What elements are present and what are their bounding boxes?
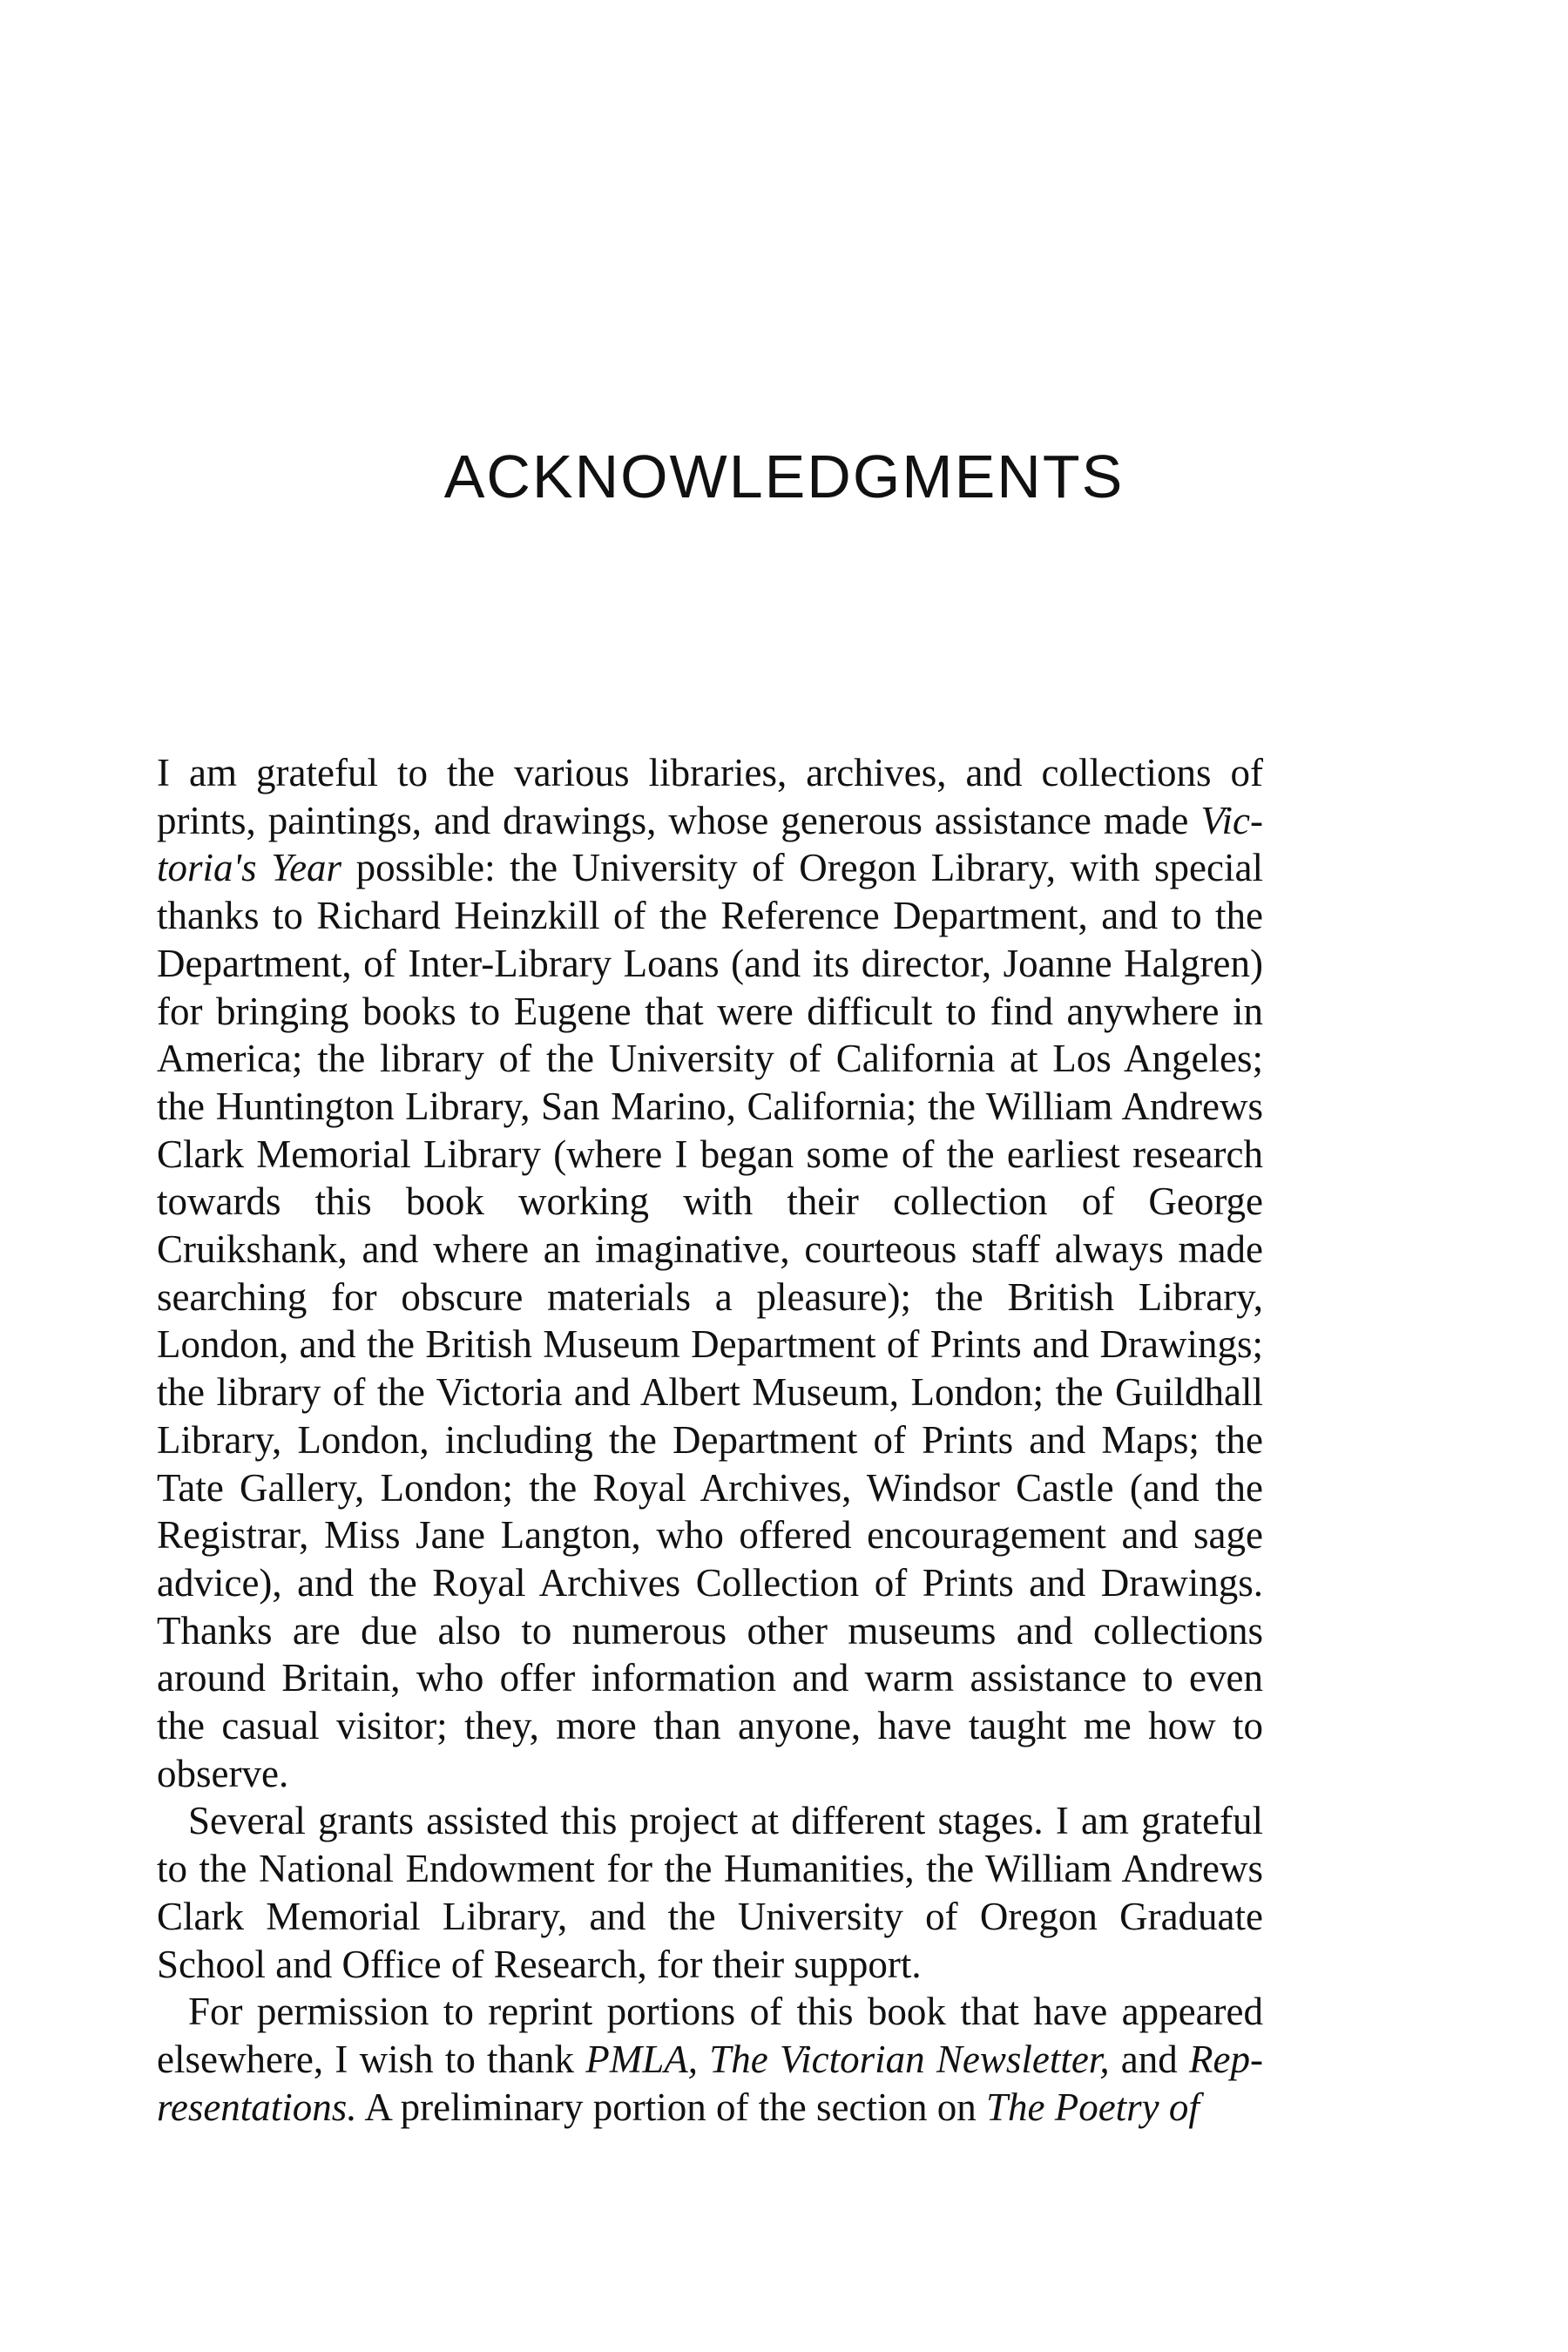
text-segment: possible: the University of Oregon Library, with special thanks to Richard Heinzkill of the Reference Department, and to the Department, of Inter-Library Loans (and its director, Joanne Halgren) for bringing books to Eugene that were difficult to find anywhere in America; the library of the University of California at Los Angeles; the Huntington Library, San Marino, California; the William Andrews Clark Memorial Library (where I began some of the earliest research towards this book working with their collection of George Cruikshank, and where an imaginative, courteous staff always made searching for obscure materials a pleasure); the British Library, London, and the British Museum Department of Prints and Drawings; the library of the Victoria and Albert Museum, London; the Guildhall Library, London, including the Department of Prints and Maps; the Tate Gallery, London; the Royal Archives, Windsor Castle (and the Registrar, Miss Jane Langton, who offered encouragement and sage advice), and the Royal Archives Collection of Prints and Drawings. Thanks are due also to numerous other museums and collections around Britain, who offer information and warm assistance to even the casual visitor; they, more than anyone, have taught me how to observe. — [157, 846, 1263, 1795]
text-segment: For permission to reprint portions of this book that have appeared elsewhere, I wish to thank — [157, 1990, 1263, 2081]
journal-titles-italic: PMLA, The Victorian Newsletter, — [585, 2037, 1110, 2081]
paragraph-permissions — [157, 1988, 1263, 2131]
text-segment: and — [1109, 2037, 1190, 2081]
page-title: ACKNOWLEDGMENTS — [443, 443, 1125, 510]
text-segment: A preliminary portion of the section on — [356, 2085, 986, 2129]
text-segment: Several grants assisted this project at different stages. I am grateful to the National Endowment for the Humanities, the William Andrews Clark Memorial Library, and the University of Oregon Graduate School and Office of Research, for their support. — [157, 1799, 1263, 1986]
poem-title-italic: The Poetry of — [985, 2085, 1200, 2129]
book-title-italic: Victoria's Year — [157, 798, 1263, 890]
acknowledgments-body — [157, 749, 1263, 2131]
text-segment: I am grateful to the various libraries, archives, and collections of prints, paintings, and drawings, whose generous assistance made — [157, 751, 1263, 842]
journal-title-italic: Representations. — [157, 2037, 1263, 2129]
paragraph-libraries — [157, 749, 1263, 1797]
paragraph-grants — [157, 1797, 1263, 1988]
